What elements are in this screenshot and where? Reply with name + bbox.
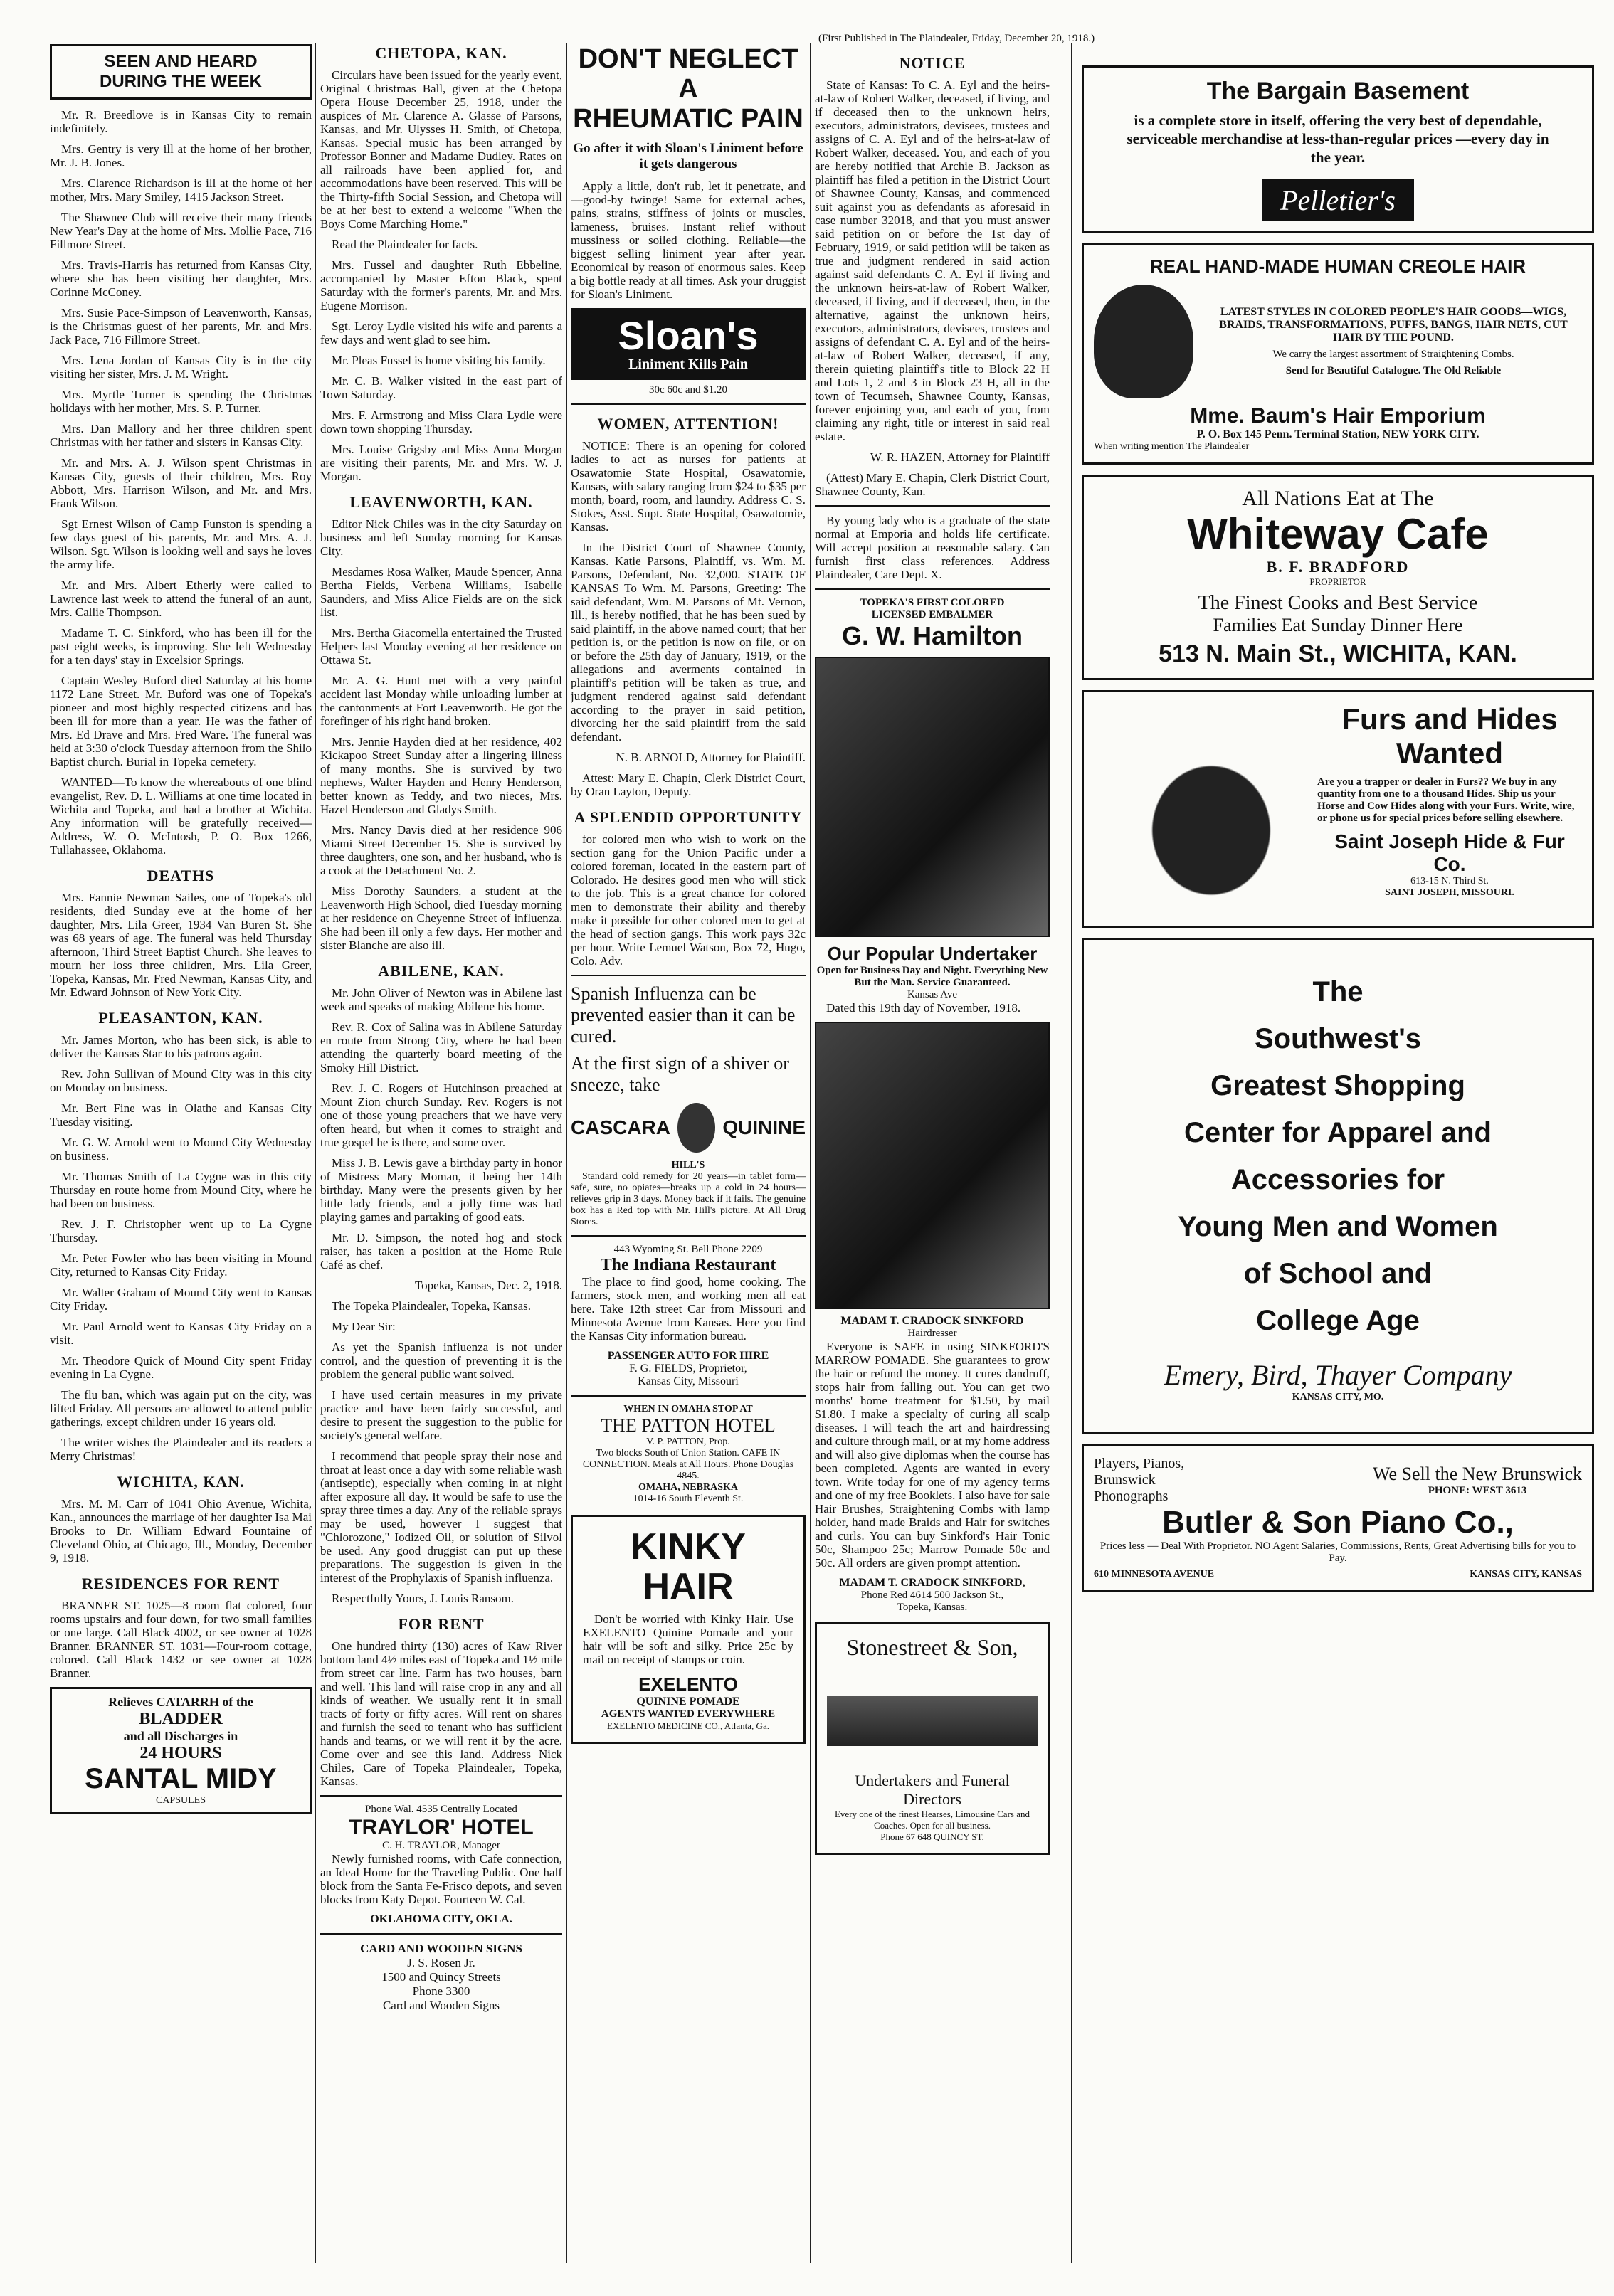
stonestreet-sub: Undertakers and Funeral Directors [855,1772,1010,1808]
southwest-lines [1094,968,1582,1344]
santal-sub: CAPSULES [155,1795,206,1806]
furs-heading-2: Wanted [1396,736,1504,770]
traylor-manager: C. H. TRAYLOR, Manager [382,1840,500,1851]
hamilton-photo [815,657,1050,937]
paragraph: Mrs. Travis-Harris has returned from Kansas City, where she has been visiting her daughter, Mrs. Corinne McConey. [50,258,312,299]
traylor-phone: Phone Wal. 4535 Centrally Located [365,1804,517,1815]
paragraph: Mr. Pleas Fussel is home visiting his family. [332,354,546,367]
paragraph: My Dear Sir: [332,1320,396,1333]
paragraph: Mrs. Clarence Richardson is ill at the home of her mother, Mrs. Mary Smiley, 1415 Jackson Street. [50,176,312,203]
women-text: NOTICE: There is an opening for colored ladies to act as nurses for patients at Osawatomie State Hospital, Osawatomie, Kansas, with salary ranging from $24 to $35 per month, board, room, and laundry. Address C. S. Stokes, Asst. Supt. State Hospital, Osawatomie, Kansas. [571,439,806,534]
santal-brand: SANTAL MIDY [85,1763,277,1794]
paragraph: Miss Dorothy Saunders, a student at the Leavenworth High School, died Tuesday morning at her residence on Cheyenne Street of influenza. She had been ill only a few days. Her mother and sister Blanche are also ill. [320,884,562,952]
hamilton-top-2: LICENSED EMBALMER [871,609,993,620]
deaths-items [50,891,312,999]
paragraph: Mr. and Mrs. A. J. Wilson spent Christmas in Kansas City, guests of their children, Mrs. Roy Abbott, Mrs. Harrison Wilson, and Mr. and Mrs. Frank Wilson. [50,456,312,510]
sloan-prices: 30c 60c and $1.20 [649,384,727,396]
pleasanton-heading: PLEASANTON, KAN. [98,1009,263,1027]
teacher-wanted: By young lady who is a graduate of the state normal at Emporia and holds life certificate. Will accept position at reasonable salary. Can furnish first class references. Address Plaindealer, Care Dept. X. [815,514,1050,581]
paragraph: Mrs. F. Armstrong and Miss Clara Lydle were down town shopping Thursday. [320,408,562,435]
piano-left: Players, Pianos, Brunswick Phonographs [1094,1456,1185,1504]
southwest-line: Accessories for [1230,1164,1445,1195]
paragraph: Mr. John Oliver of Newton was in Abilene last week and speaks of making Abilene his home. [320,986,562,1013]
indiana-city: Kansas City, Missouri [638,1375,739,1387]
opportunity-heading: A SPLENDID OPPORTUNITY [574,808,803,826]
paragraph: The Topeka Plaindealer, Topeka, Kansas. [332,1299,532,1313]
creole-styles: LATEST STYLES IN COLORED PEOPLE'S HAIR GOODS—WIGS, BRAIDS, TRANSFORMATIONS, PUFFS, BANGS, HAIR NETS, CUT HAIR BY THE POUND. [1219,306,1568,344]
creole-sell: We carry the largest assortment of Straightening Combs. [1272,349,1514,360]
furs-heading-1: Furs and Hides [1341,702,1558,736]
piano-sell: We Sell the New Brunswick [1373,1464,1582,1484]
southwest-line: Southwest's [1255,1023,1421,1054]
butler-piano-ad [1082,1444,1594,1592]
stonestreet-text: Every one of the finest Hearses, Limousine Cars and Coaches. Open for all business. [834,1809,1030,1831]
paragraph: Mr. C. B. Walker visited in the east part of Town Saturday. [320,374,562,401]
hamilton-addr: Kansas Ave [907,989,958,1000]
cafe-top: All Nations Eat at The [1242,487,1434,510]
bargain-basement-ad [1082,65,1594,233]
sloan-subhead: Go after it with Sloan's Liniment before it gets dangerous [573,141,803,171]
paragraph: I have used certain measures in my private practice and have been fairly successful, and desire to present the suggestion to the public for society's general welfare. [320,1388,562,1442]
emery-city: KANSAS CITY, MO. [1292,1392,1384,1402]
wichita-heading: WICHITA, KAN. [117,1473,245,1491]
creole-hair-ad [1082,243,1594,465]
forrent-heading: FOR RENT [398,1615,485,1633]
traylor-ad [320,1804,562,1926]
furs-name: Saint Joseph Hide & Fur Co. [1334,830,1565,875]
paragraph: The writer wishes the Plaindealer and its readers a Merry Christmas! [50,1436,312,1463]
letter-items [320,1299,562,1605]
paragraph: Mrs. Dan Mallory and her three children spent Christmas with her father and sisters in Kansas City. [50,422,312,449]
sloan-logo-block [571,308,806,380]
paragraph: Mr. Paul Arnold went to Kansas City Friday on a visit. [50,1320,312,1347]
hamilton-name: G. W. Hamilton [841,621,1023,650]
paragraph: Mr. Theodore Quick of Mound City spent Friday evening in La Cygne. [50,1354,312,1381]
paragraph: Mrs. Gentry is very ill at the home of her brother, Mr. J. B. Jones. [50,142,312,169]
emery-logo: Emery, Bird, Thayer Company [1164,1359,1512,1391]
southwest-line: Greatest Shopping [1210,1070,1465,1101]
piano-text: Prices less — Deal With Proprietor. NO Agent Salaries, Commissions, Rents, Great Advertising bills for you to Pay. [1099,1540,1576,1564]
women-heading: WOMEN, ATTENTION! [597,415,779,433]
flu-line-2: At the first sign of a shiver or sneeze, take [571,1053,789,1095]
santal-line3: and all Discharges in [123,1729,238,1743]
column-3 [571,44,806,1754]
hearse-image [827,1666,1038,1766]
piano-city: KANSAS CITY, KANSAS [1470,1569,1582,1580]
signs-phone: Phone 3300 [412,1984,470,1998]
creole-send: Send for Beautiful Catalogue. The Old Reliable [1285,365,1502,376]
paragraph: Circulars have been issued for the yearly event, Original Christmas Ball, given at the Chetopa Opera House December 25, 1918, under the auspices of Mr. Clarence A. Glasse of Parsons, Kansas, and Mr. Ulysses H. Smith, of Chetopa, Kansas. Special music has been arranged by Professor Bonner and Madame Dudley. Rates on all railroads have been applied for, and accommodations have been reserved. This will be the Thirty-fifth Social Session, and Chetopa will be at her best to extend a welcome "When the Boys Come Marching Home." [320,68,562,231]
animal-illustration [1094,702,1307,916]
court-notice: In the District Court of Shawnee County, Kansas. Katie Parsons, Plaintiff, vs. Wm. M. Parsons, Defendant, No. 32,000. STATE OF KANSAS To Wm. M. Parsons, Greeting: The said defendant, Wm. M. Parsons of Mt. Vernon, Ill., is hereby notified, that he has been sued by said plaintiff, in the above named court; that her petition is, or the petition is now on file, or on or before the 25th day of January, 1919, or the allegations and averments contained in plaintiff's petition will be taken as true, and judgment rendered against said defendant according to the prayer in said petition, divorcing her the said plaintiff from the said defendant. [571,541,806,744]
hamilton-top-1: TOPEKA'S FIRST COLORED [860,597,1005,608]
sloan-logo-tag: Liniment Kills Pain [628,356,748,372]
creole-foot: When writing mention The Plaindealer [1094,441,1250,452]
paragraph: Rev. John Sullivan of Mound City was in this city on Monday on business. [50,1067,312,1094]
piano-name: Butler & Son Piano Co., [1162,1505,1514,1540]
creole-heading: REAL HAND-MADE HUMAN CREOLE HAIR [1149,255,1526,277]
rent-heading: RESIDENCES FOR RENT [81,1575,280,1592]
letter-date: Topeka, Kansas, Dec. 2, 1918. [414,1279,562,1292]
paragraph: I recommend that people spray their nose and throat at least once a day with some reliable wash (antiseptic), especially when coming in at night after exposure all day. It would be safe to use the spray three times a day. Any of the reliable sprays may be used, however I suggest that "Chlorozone," Iodized Oil, or solution of Silvol be used. Any good druggist can put up these preparations. The suggestion is given in the interest of the Prophylaxis of Spanish influenza. [320,1449,562,1585]
deaths-heading: DEATHS [147,867,215,884]
paragraph: Mr. Peter Fowler who has been visiting in Mound City, returned to Kansas City Friday. [50,1252,312,1279]
madam-addr: Phone Red 4614 500 Jackson St., [860,1589,1004,1601]
page-header-note: (First Published in The Plaindealer, Friday, December 20, 1918.) [818,33,1095,44]
kinky-hair-ad [571,1515,806,1744]
patton-city: OMAHA, NEBRASKA [638,1482,738,1493]
paragraph: Mr. G. W. Arnold went to Mound City Wednesday on business. [50,1136,312,1163]
madam-city: Topeka, Kansas. [897,1602,968,1613]
sloan-headline-1: DON'T NEGLECT A [578,44,798,104]
paragraph: Mrs. Susie Pace-Simpson of Leavenworth, Kansas, is the Christmas guest of her parents, Mr. and Mrs. Jack Pace, 716 Fillmore Street. [50,306,312,346]
column-1 [50,44,312,1824]
section-heading-box [50,44,312,100]
sloan-headline-2: RHEUMATIC PAIN [573,104,803,134]
paragraph: Mr. Bert Fine was in Olathe and Kansas City Tuesday visiting. [50,1101,312,1128]
paragraph: Mrs. Fussel and daughter Ruth Ebbeline, accompanied by Master Efton Black, spent Saturday with the former's parents, Mr. and Mrs. Eugene Morrison. [320,258,562,312]
paragraph: Mr. A. G. Hunt met with a very painful accident last Monday while unloading lumber at the cantonments at Fort Leavenworth. He got the forefinger of his right hand broken. [320,674,562,728]
abilene-heading: ABILENE, KAN. [378,962,505,980]
kinky-pomade: QUININE POMADE [636,1695,740,1708]
furs-text: Are you a trapper or dealer in Furs?? We buy in any quantity from one to a thousand Hides. Ship us your Horse and Cow Hides along with your Furs. Write, wire, or phone us for special prices before selling elsewhere. [1317,776,1575,824]
woman-portrait [1094,285,1193,398]
madam-text: Everyone is SAFE in using SINKFORD'S MARROW POMADE. She guarantees to grow the hair or refund the money. It cures dandruff, stops hair from falling out. You can get two months' home treatment for $1.50, by mail $1.80. I make a specialty of curing all scalp diseases. I will teach the art and hairdressing and culture through mail, or at my home address and will also give diplomas when the course has been completed. Agents are wanted in every town. Write today for one of my agency terms and one of my free Booklets. I also have for sale Hair Brushes, Straightening Combs with lamp holder, hand made Braids and Hair for switches and curls. You can buy Sinkford's Hair Tonic 50c, Shampoo 25c; Marrow Pomade 50c and 50c. All orders are given prompt attention. [815,1340,1050,1570]
leavenworth-heading: LEAVENWORTH, KAN. [349,493,533,511]
flu-line-1: Spanish Influenza can be prevented easier than it can be cured. [571,983,796,1047]
hamilton-headline: Our Popular Undertaker [827,943,1038,964]
court-attest: Attest: Mary E. Chapin, Clerk District Court, by Oran Layton, Deputy. [571,771,806,798]
paragraph: Mr. and Mrs. Albert Etherly were called to Lawrence last week to attend the funeral of an aunt, Mrs. Callie Thompson. [50,578,312,619]
paragraph: Read the Plaindealer for facts. [332,238,478,251]
signs-ad [320,1942,562,2013]
notice-attest: (Attest) Mary E. Chapin, Clerk District Court, Shawnee County, Kan. [815,471,1050,498]
paragraph: As yet the Spanish influenza is not under control, and the question of preventing it is the problem the general public want solved. [320,1340,562,1381]
news-items [50,108,312,857]
cafe-prop: PROPRIETOR [1309,576,1366,587]
madam-sig: MADAM T. CRADOCK SINKFORD, [839,1577,1025,1589]
indiana-ad [571,1244,806,1388]
patton-ad [571,1404,806,1505]
cascara-right: QUININE [722,1116,806,1138]
paragraph: Miss J. B. Lewis gave a birthday party in honor of Mistress Mary Moman, it being her 14th birthday. Many were the presents given by her little lady friends, and a jolly time was had playing games and partaking of good eats. [320,1156,562,1224]
paragraph: Captain Wesley Buford died Saturday at his home 1172 Lane Street. Mr. Buford was one of Topeka's pioneer and most highly respected citizens and has been ill for more than a year. He was the father of Mrs. Ed Drave and Mrs. Fred Ware. The funeral was held at 3:30 o'clock Tuesday afternoon from the Shilo Baptist church. Burial in Topeka cemetery. [50,674,312,768]
pelletiers-logo-text: Pelletier's [1280,184,1396,216]
patton-when: WHEN IN OMAHA STOP AT [623,1404,753,1414]
section-subheading: DURING THE WEEK [100,72,262,91]
patton-prop: V. P. PATTON, Prop. [646,1437,730,1447]
notice-signature: W. R. HAZEN, Attorney for Plaintiff [870,450,1050,464]
santal-line1: Relieves CATARRH of the [108,1695,253,1709]
cascara-portrait-icon [677,1103,715,1153]
kinky-foot: EXELENTO MEDICINE CO., Atlanta, Ga. [607,1720,769,1731]
pleasanton-items [50,1033,312,1463]
sloan-ad [571,44,806,396]
abilene-items [320,986,562,1271]
indiana-auto: PASSENGER AUTO FOR HIRE [607,1350,769,1362]
rent-text: BRANNER ST. 1025—8 room flat colored, four rooms upstairs and four down, for two small families or one large. Call Black 4002, or see owner at 1028 Branner. BRANNER ST. 1031—Four-room cottage, colored. Call Black 1432 or see owner at 1028 Branner. [50,1599,312,1680]
patton-addr: 1014-16 South Eleventh St. [633,1493,744,1504]
cascara-left: CASCARA [571,1116,670,1138]
chetopa-heading: CHETOPA, KAN. [375,44,507,62]
cafe-line1: The Finest Cooks and Best Service [1198,592,1478,614]
madam-role: Hairdresser [907,1328,957,1339]
cafe-name: Whiteway Cafe [1187,510,1489,558]
santal-line2: BLADDER [139,1710,223,1728]
paragraph: Respectfully Yours, J. Louis Ransom. [332,1592,514,1605]
paragraph: Mrs. Louise Grigsby and Miss Anna Morgan are visiting their parents, Mr. and Mrs. W. J. Morgan. [320,443,562,483]
patton-name: THE PATTON HOTEL [601,1415,776,1436]
indiana-address: 443 Wyoming St. Bell Phone 2209 [613,1244,763,1255]
cafe-addr: 513 N. Main St., WICHITA, KAN. [1159,640,1517,667]
sloan-text: Apply a little, don't rub, let it penetrate, and—good-by twinge! Same for external aches, pains, strains, stiffness of joints or muscles, lameness, bruises. Instant relief without mussiness or soiled clothing. Reliable—the biggest selling liniment year after year. Economical by reason of enormous sales. Keep a big bottle ready at all times. Ask your druggist for Sloan's Liniment. [571,179,806,301]
piano-phone: PHONE: WEST 3613 [1428,1485,1527,1496]
column-5 [1082,44,1594,1602]
southwest-line: Center for Apparel and [1184,1117,1492,1148]
furs-city: SAINT JOSEPH, MISSOURI. [1385,887,1514,898]
sloan-logo: Sloan's [618,313,759,358]
creole-addr: P. O. Box 145 Penn. Terminal Station, NEW YORK CITY. [1196,428,1480,440]
patton-text: Two blocks South of Union Station. CAFE IN CONNECTION. Meals at All Hours. Phone Douglas 4845. [582,1448,794,1481]
paragraph: Madame T. C. Sinkford, who has been ill for the past eight weeks, is improving. She left Wednesday for a ten days' stay in Excelsior Springs. [50,626,312,667]
southwest-line: of School and [1243,1258,1433,1289]
bargain-heading: The Bargain Basement [1206,78,1470,105]
paragraph: Mr. Thomas Smith of La Cygne was in this city Thursday en route home from Mound City, where he had been on business. [50,1170,312,1210]
paragraph: Mrs. Nancy Davis died at her residence 906 Miami Street December 15. She is survived by three daughters, one son, and her husband, who is a cook at the Detachment No. 2. [320,823,562,877]
cascara-text: Standard cold remedy for 20 years—in tablet form—safe, sure, no opiates—breaks up a cold in 24 hours—relieves grip in 3 days. Money back if it fails. The genuine box has a Red top with Mr. Hill's picture. At All Drug Stores. [571,1171,806,1227]
leavenworth-items [320,517,562,952]
paragraph: Mrs. Myrtle Turner is spending the Christmas holidays with her mother, Mrs. S. P. Turner. [50,388,312,415]
opportunity-text: for colored men who wish to work on the section gang for the Union Pacific under a colored foreman, located in the eastern part of Colorado. He desires good men who will stick to the job. This is a great chance for colored men to demonstrate their ability and thereby make it possible for other colored men to get at the head of section gangs. This work pays 32c per hour. Write Lemuel Watson, Box 72, Hugo, Colo. Adv. [571,832,806,968]
hamilton-text: Open for Business Day and Night. Everything New But the Man. Service Guaranteed. [816,965,1048,988]
signs-addr: 1500 and Quincy Streets [381,1970,501,1984]
traylor-text: Newly furnished rooms, with Cafe connection, an Ideal Home for the Traveling Public. One half block from the Santa Fe-Frisco depots, and seven blocks from Katy Depot. Fourteen W. Cal. [320,1852,562,1906]
cascara-brand: HILL'S [671,1160,705,1170]
section-heading: SEEN AND HEARD [104,52,258,71]
paragraph: WANTED—To know the whereabouts of one blind evangelist, Rev. D. L. Williams at one time located in Wichita and Topeka, and had a brother at Wichita. Any information will be gratefully received—Address, W. O. McIntosh, P. O. Box 1266, Tullahassee, Oklahoma. [50,776,312,857]
furs-hides-ad [1082,690,1594,928]
signs-foot: Card and Wooden Signs [382,1999,500,2012]
bargain-text: is a complete store in itself, offering the very best of dependable, serviceable merchandise at less-than-regular prices —every day in the year. [1127,112,1549,166]
indiana-name: The Indiana Restaurant [600,1256,776,1274]
forrent-text: One hundred thirty (130) acres of Kaw River bottom land 4½ miles east of Topeka and 1½ mile from street car line. Farm has two houses, barn and well. This land will raise crop in any and all kinds of weather. We usually rent it in small tracts of forty or fifty acres. Will rent on shares and furnish the seed to tenant who has sufficient hands and teams, or we will rent it by the acre. Come over and see this land. Address Nick Chiles, Care of Topeka Plaindealer, Topeka, Kansas. [320,1639,562,1788]
paragraph: Mrs. Lena Jordan of Kansas City is in the city visiting her sister, Mrs. J. M. Wright. [50,354,312,381]
column-2 [320,44,562,2013]
paragraph: Mrs. M. M. Carr of 1041 Ohio Avenue, Wichita, Kan., announces the marriage of her daughter Isa Mai Brooks to Dr. William Edward Fountaine of Cleveland Ohio, at Chicago, Ill., Monday, December 9, 1918. [50,1497,312,1565]
madam-name: MADAM T. CRADOCK SINKFORD [840,1315,1024,1327]
stonestreet-addr: Phone 67 648 QUINCY ST. [880,1831,984,1842]
paragraph: Rev. J. C. Rogers of Hutchinson preached at Mount Zion church Sunday. Rev. Rogers is not one of those young preachers that we have very often heard, but when it comes to straight and true gospel he is there, and some over. [320,1081,562,1149]
piano-addr: 610 MINNESOTA AVENUE [1094,1569,1215,1580]
whiteway-cafe-ad [1082,475,1594,680]
pelletiers-logo [1262,179,1414,221]
traylor-city: OKLAHOMA CITY, OKLA. [370,1913,512,1925]
kinky-text: Don't be worried with Kinky Hair. Use EXELENTO Quinine Pomade and your hair will be soft and silky. Price 25c by mail on receipt of stamps or coin. [583,1612,793,1666]
signs-by: J. S. Rosen Jr. [407,1956,475,1969]
cafe-line2: Families Eat Sunday Dinner Here [1213,615,1463,635]
paragraph: Mesdames Rosa Walker, Maude Spencer, Anna Bertha Fields, Verbena Williams, Isabelle Saunders, and Miss Alice Fields are on the sick list. [320,565,562,619]
paragraph: The flu ban, which was again put on the city, was lifted Friday. All persons are allowed to attend public gatherings, except children under 16 years old. [50,1388,312,1429]
southwest-line: Young Men and Women [1178,1211,1498,1242]
notice-text: State of Kansas: To C. A. Eyl and the heirs-at-law of Robert Walker, deceased, if living, and if deceased then to the unknown heirs, executors, administrators, devisees, trustees and assigns of C. A. Eyl and of the heirs-at-law of Robert Walker, deceased. You, and each of you are hereby notified that Archie B. Jackson as plaintiff has filed a petition in the District Court of Shawnee County, Kansas, and commenced suit against you as defendants as aforesaid in case number 32018, and that you must answer said petition on or before the 1st day of February, 1919, or said petition will be taken as true and judgment rendered in said action against said defendants C. A. Eyl if living and the unknown heirs-at-law of Robert Walker, deceased, if living, and if deceased, then, in the alternative, against the unknown heirs, executors, administrators, devisees, trustees and assigns of defendant C. A. Eyl and of the heirs-at-law of Robert Walker, deceased, if any, therein quieting plaintiff's title to Block 22 H and Lots 1, 2 and 3 in Block 23 H, all in the town of Tecumseh, Shawnee County, Kansas, forever enjoining you, and each of you, from claiming any right, title or interest in said real estate. [815,78,1050,443]
kinky-headline: KINKY HAIR [631,1526,746,1607]
kinky-brand: EXELENTO [638,1673,738,1695]
notice-heading: NOTICE [899,54,966,72]
kinky-agents: AGENTS WANTED EVERYWHERE [601,1708,776,1720]
traylor-name: TRAYLOR' HOTEL [349,1816,534,1839]
paragraph: Rev. J. F. Christopher went up to La Cygne Thursday. [50,1217,312,1244]
furs-addr: 613-15 N. Third St. [1410,876,1489,887]
cascara-ad [571,983,806,1228]
signs-name: CARD AND WOODEN SIGNS [360,1942,522,1955]
hamilton-ad [815,597,1050,1001]
hamilton-date: Dated this 19th day of November, 1918. [826,1001,1021,1015]
paragraph: Mrs. Bertha Giacomella entertained the Trusted Helpers last Monday evening at her residence on Ottawa St. [320,626,562,667]
paragraph: Mr. Walter Graham of Mound City went to Kansas City Friday. [50,1286,312,1313]
court-signature: N. B. ARNOLD, Attorney for Plaintiff. [616,751,806,764]
paragraph: Sgt Ernest Wilson of Camp Funston is spending a few days guest of his parents, Mr. and Mrs. A. J. Wilson. Sgt. Wilson is looking well and says he loves the army life. [50,517,312,571]
paragraph: Mr. R. Breedlove is in Kansas City to remain indefinitely. [50,108,312,135]
southwest-line: College Age [1256,1305,1420,1336]
paragraph: Editor Nick Chiles was in the city Saturday on business and left Sunday morning for Kansas City. [320,517,562,558]
paragraph: Rev. R. Cox of Salina was in Abilene Saturday en route from Strong City, where he had been attending the quarterly board meeting of the Smoky Hill District. [320,1020,562,1074]
santal-ad [50,1687,312,1814]
chetopa-items [320,68,562,483]
paragraph: Sgt. Leroy Lydle visited his wife and parents a few days and went glad to see him. [320,319,562,346]
madam-photo [815,1022,1050,1309]
cafe-owner: B. F. BRADFORD [1266,558,1410,576]
paragraph: Mrs. Jennie Hayden died at her residence, 402 Kickapoo Street Sunday after a lingering illness of many months. She is survived by two nephews, Walter Hayden and Henry Henderson, better known as Teddy, and two nieces, Mrs. Hazel Henderson and Gladys Smith. [320,735,562,816]
southwest-line: The [1312,976,1364,1007]
santal-line4: 24 HOURS [139,1744,222,1762]
paragraph: Mrs. Fannie Newman Sailes, one of Topeka's old residents, died Sunday eve at the home of her daughter, Mrs. Lila Greer, 1934 Van Buren St. She was 68 years of age. The funeral was held Thursday afternoon, Third Street Baptist Church. She leaves to mourn her loss three children, Mrs. Lila Greer, Topeka, Kansas, Mr. Fred Newman, Kansas City, and Mr. Edward Johnson of New York City. [50,891,312,999]
stonestreet-name: Stonestreet & Son, [846,1634,1018,1660]
paragraph: Mr. D. Simpson, the noted hog and stock raiser, has taken a position at the Home Rule Café as chef. [320,1231,562,1271]
stonestreet-ad [815,1622,1050,1855]
wichita-items [50,1497,312,1565]
indiana-prop: F. G. FIELDS, Proprietor, [629,1363,747,1375]
paragraph: Mr. James Morton, who has been sick, is able to deliver the Kansas Star to his patrons again. [50,1033,312,1060]
emery-bird-thayer-ad [1082,938,1594,1434]
creole-name: Mme. Baum's Hair Emporium [1190,404,1486,428]
indiana-text: The place to find good, home cooking. The farmers, stock men, and working men all eat here. Take 12th street Car from Missouri and Minnesota Avenue from Kansas. Here you find the Kansas City information bureau. [571,1275,806,1343]
paragraph: The Shawnee Club will receive their many friends New Year's Day at the home of Mrs. Mollie Pace, 716 Fillmore Street. [50,211,312,251]
column-4 [815,44,1050,1865]
